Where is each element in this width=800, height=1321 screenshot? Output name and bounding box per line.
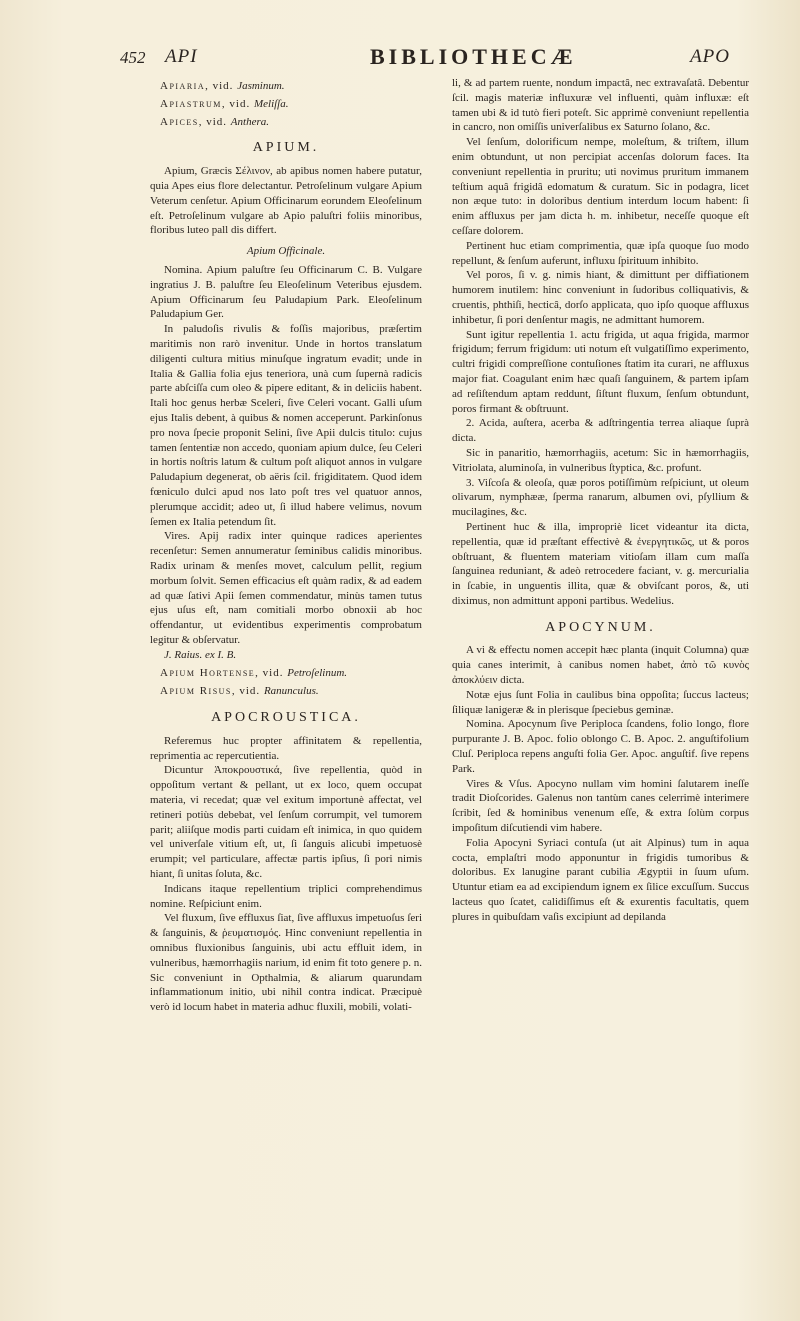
- ref-target: Jasminum.: [237, 80, 285, 92]
- left-column: [150, 76, 422, 1015]
- paragraph: 3. Viſcoſa & oleoſa, quæ poros potiſſimùm reſpiciunt, ut oleum olivarum, nymphææ, ſperma ranarum, albumen ovi, pſyllium & mucilagines, &c.: [452, 476, 749, 519]
- cross-reference: [150, 97, 422, 112]
- paragraph: In paludoſis rivulis & foſſis majoribus, præſertim maritimis non rarò invenitur. Unde in hortos translatum diligenti cultura mitius minuſque ingratum evadit; unde in Italia & Gallia folia ejus teneriora, unà cum ſupernà radicis parte abſciſſa cum oleo & pipere editant, & in deliciis habent. Itali hoc genus herbæ Sceleri, ſive Celeri vocant. Galli uſum ejus Italis debent, à quibus & nomen acceperunt. Parkinſonus pro nova ſpecie proponit Selini, ſive Apii dulcis titulo: cujus tamen ſententiæ non accedo, quoniam apium dulce, ſeu Celeri in hortis noſtris latum & cultum poſt aliquot annos in vulgare Paludapium degenerat, ob aëris ſcil. frigiditatem. Quod idem fœniculo dulci apud nos lato poſt tres vel quatuor annos, plerumque accidit; adeo ut, ſi illud habere velimus, novum ſemen ex Italia petendum ſit.: [150, 323, 422, 528]
- paragraph: Pertinent huc & illa, impropriè licet videantur ita dicta, repellentia, quæ id præſtant effectivè & ἐνεργητικῶς, ut & poros obſtruant, & fluentem materiam vitioſam illam cum maſſa ſanguinea reduniant, & adeò retrocedere faciant, v. g. mercurialia in ſcabie, in unguentis illita, quæ & obviſcant poros, &, uti diximus, non admittunt apponi partibus. Wedelius.: [452, 520, 749, 607]
- section-heading: APOCYNUM.: [545, 619, 656, 635]
- paragraph: Vires & Vſus. Apocyno nullam vim homini ſalutarem ineſſe tradit Dioſcorides. Galenus non tantùm canes celerrimè interimere ſcribit, ſed & hominibus venenum eſſe, & extra ſolùm corpus impoſitum diſcutiendi vim habere.: [452, 777, 749, 835]
- signature: J. Raius. ex I. B.: [164, 648, 237, 661]
- section-heading: APIUM.: [252, 140, 320, 156]
- paragraph: Apium, Græcis Σέλινον, ab apibus nomen habere putatur, quia Apes eius flore delectantur. Petroſelinum vulgare Apium Veterum cenſetur. Apium Officinarum eorundem Eleoſelinum eſt. Petroſelinum vulgare ab Apio paluſtri foliis minoribus, floribus luteo pall dis differt.: [150, 165, 422, 237]
- section-heading: APOCROUSTICA.: [211, 710, 361, 726]
- ref-text: , vid.: [221, 97, 254, 110]
- paragraph: Notæ ejus ſunt Folia in caulibus bina oppoſita; ſuccus lacteus; ſiliquæ lanigeræ & in plerisque ſpeciebus geminæ.: [452, 688, 749, 716]
- ref-word: Apiastrum: [160, 97, 222, 110]
- paragraph: Folia Apocyni Syriaci contuſa (ut ait Alpinus) tum in aqua cocta, emplaſtri modo apponuntur in frigidis tumoribus & doloribus. Ex lanugine parant cubilia Ægyptii in ſuum uſum. Utuntur etiam ea ad excipiendum ignem ex ſilice excuſſum. Succus lacteus quo ſcatet, calidiſſimus eſt & exurentis facultatis, quem plures in quibuſdam vaſis excipiunt ad depilanda: [452, 836, 749, 923]
- paragraph: Nomina. Apocynum ſive Periploca ſcandens, folio longo, flore purpurante J. B. Apoc. folio oblongo C. B. Apoc. 2. anguſtifolium Cluſ. Periploca repens anguſti folia Ger. Apoc. anguſtif. ſive repens Park.: [452, 718, 749, 775]
- ref-text: , vid.: [205, 80, 238, 92]
- paragraph: A vi & effectu nomen accepit hæc planta (inquit Columna) quæ quia canes interimit, à canibus nomen habet, ἀπὸ τῶ κυνὸς ἀποκλύειν dicta.: [452, 644, 749, 687]
- paragraph: Sic in panaritio, hæmorrhagiis, acetum: Sic in hæmorrhagiis, Vitriolata, aluminoſa, in vulneribus ſtyptica, &c. profunt.: [452, 446, 749, 474]
- paragraph: Indicans itaque repellentium triplici comprehendimus nomine. Reſpiciunt enim.: [150, 882, 422, 910]
- header-right-word: APO: [690, 46, 730, 67]
- ref-word: Apium Risus: [160, 685, 232, 698]
- header-left-word: API: [165, 46, 198, 67]
- header-title: BIBLIOTHECÆ: [370, 44, 577, 69]
- ref-text: , vid.: [231, 685, 264, 698]
- page-number: 452: [120, 48, 146, 67]
- subsection-heading: Apium Officinale.: [246, 245, 326, 258]
- paragraph: Dicuntur Ἀποκρουστικά, ſive repellentia, quòd in oppoſitum vertant & pellant, ut ex loco, quem occupat materia, vi recedat; quæ vel exitum importunè affectat, vel retineri potiùs debebat, vel ſenſum corrumpit, vel tumorem parit; aliiſque modis parti cuidam eſt inimica, in quo quidem vel univerſale vitium eſt, ut, ſi ſanguis alicubi impetuosè erumpit; vel particulare, affectæ partis ipſius, ſi pori nimis hiant, ſi unitas ſoluta, &c.: [150, 764, 422, 881]
- ref-target: Meliſſa.: [253, 97, 289, 110]
- ref-word: Apices: [160, 115, 199, 128]
- paragraph: Vel poros, ſi v. g. nimis hiant, & dimittunt per diffiationem humorem inutilem: hinc conveniunt in ſudoribus colliquativis, & cruentis, phthiſi, hecticâ, dorſo applicata, quo ipſo quoque affluxus inhibetur, ſi pori denſentur magis, ne admittant humorem.: [452, 269, 749, 326]
- paragraph: li, & ad partem ruente, nondum impactâ, nec extravaſatâ. Debentur ſcil. magis materiæ influxuræ vel influenti, quàm influxæ: eſt tamen ubi & id tutò fieri poteſt. Sic apprimè conveniunt repellentia in cancro, non omiſſis univerſalibus ex Saturno ſolano, &c.: [452, 77, 749, 134]
- paragraph: Vel ſenſum, dolorificum nempe, moleſtum, & triſtem, illum enim obtundunt, ut non percipiat accenſas dolorum faces. Ita conveniunt repellentia in pruritu; uti novimus pruritum immanem teſtium aquâ frigidâ edomatum & curatum. Sic in podagra, licet non æque tuto: in doloribus dentium interdum locum habent: ſi enim affluxus per jam dicta h. m. inhibetur, neceſſe quoque eſt ceſſare dolorem.: [452, 136, 749, 237]
- ref-text: , vid.: [198, 115, 231, 128]
- ref-target: Anthera.: [230, 115, 269, 128]
- ref-text: , vid.: [255, 667, 288, 680]
- paragraph: Vires. Apij radix inter quinque radices aperientes recenſetur: Semen annumeratur ſeminibus calidis minoribus. Radix urinam & menſes movet, calculum pellit, regium morbum ſolvit. Semen efficacius eſt quàm radix, & ad eadem ad quæ ſativi Apii ſemen commendatur, minùs tamen tutus ejus uſus eſt, nam comitiali morbo obnoxii ab hoc offendantur, ut evidentibus experimentis comprobatum legitur & obſervatur.: [150, 530, 422, 646]
- paragraph: Nomina. Apium paluſtre ſeu Officinarum C. B. Vulgare ingratius J. B. paluſtre ſeu Eleoſelinum Veteribus ejusdem. Apium Officinarum ſeu Paludapium Park. Eleoſelinum Paludapium Ger.: [150, 263, 422, 321]
- cross-reference: [150, 666, 422, 681]
- paragraph: Vel fluxum, ſive effluxus ſiat, ſive affluxus impetuoſus ſeri & ſanguinis, & ῥευματισμός. Hinc conveniunt repellentia in omnibus fluxionibus ſanguinis, ubi actu effluit idem, in vulneribus, hæmorrhagiis narium, id enim fit toto genere p. n. Sic conveniunt in Opthalmia, & aliarum quarundam inflammationum initio, ubi nihil contra indicat. Præcipuè verò id locum habet in materia adhuc fluxili, mobili, volati-: [150, 912, 422, 1014]
- ref-word: Apiaria: [160, 80, 206, 92]
- ref-word: Apium Hortense: [160, 667, 256, 680]
- paragraph: Referemus huc propter affinitatem & repellentia, reprimentia ac repercutientia.: [150, 734, 422, 762]
- cross-reference: [150, 115, 422, 130]
- paragraph: 2. Acida, auſtera, acerba & adſtringentia terrea aliaque ſuprà dicta.: [452, 417, 749, 445]
- right-column: [452, 76, 749, 925]
- ref-target: Petroſelinum.: [287, 667, 348, 680]
- paragraph: Sunt igitur repellentia 1. actu frigida, ut aqua frigida, marmor frigidum; ferrum frigidum: uti notum eſt vulgatiſſimo experimento, cultri frigidi compreſſione contuſiones ſtatim ita curari, ne affluxus major fiat. Coagulant enim hæc quaſi ſanguinem, & partem ipſam ad reſiſtendum aptam reddunt, ſiſtunt fluxum, ſenſum obtundunt, poros firmant & obſtruunt.: [452, 328, 749, 415]
- cross-reference: [150, 79, 422, 94]
- paragraph: Pertinent huc etiam comprimentia, quæ ipſa quoque ſuo modo repellunt, & ſenſum auferunt, influxu ſpirituum inhibito.: [452, 239, 749, 267]
- cross-reference: [150, 684, 422, 699]
- ref-target: Ranunculus.: [263, 685, 319, 698]
- running-header: [120, 44, 750, 74]
